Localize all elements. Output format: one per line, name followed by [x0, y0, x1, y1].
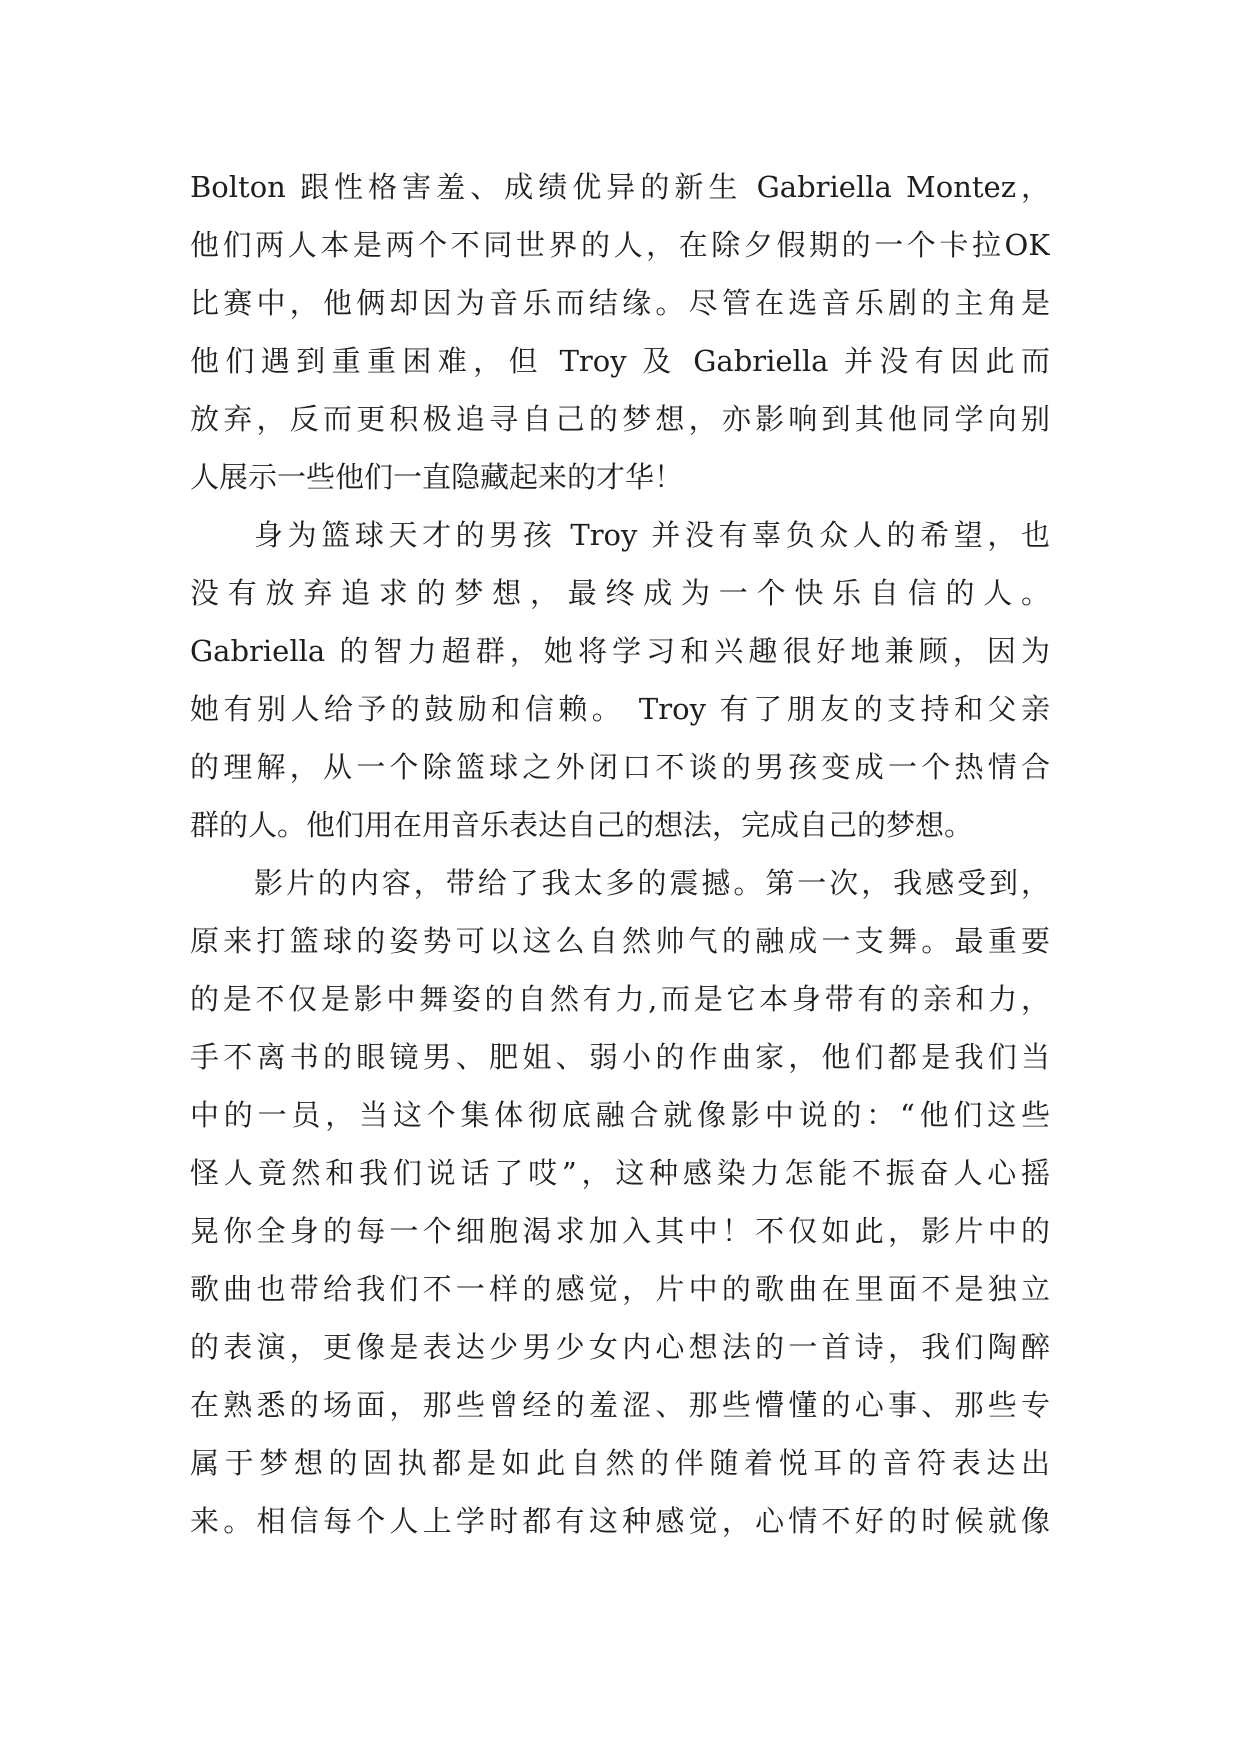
paragraph [190, 854, 1050, 1550]
text-line: 的是不仅是影中舞姿的自然有力,而是它本身带有的亲和力， [190, 982, 1050, 1016]
paragraph [190, 158, 1050, 506]
text-line: 的理解，从一个除篮球之外闭口不谈的男孩变成一个热情合 [190, 750, 1050, 784]
text-line: Gabriella 的智力超群，她将学习和兴趣很好地兼顾，因为 [190, 634, 1050, 668]
text-line: 他们两人本是两个不同世界的人，在除夕假期的一个卡拉OK [190, 228, 1050, 262]
text-line: 属于梦想的固执都是如此自然的伴随着悦耳的音符表达出 [190, 1446, 1050, 1480]
text-line: 身为篮球天才的男孩 Troy 并没有辜负众人的希望，也 [254, 518, 1050, 552]
text-line: Bolton 跟性格害羞、成绩优异的新生 Gabriella Montez， [190, 170, 1050, 204]
text-line: 中的一员，当这个集体彻底融合就像影中说的：“他们这些 [190, 1098, 1050, 1132]
text-line: 人展示一些他们一直隐藏起来的才华！ [190, 460, 684, 494]
text-line: 放弃，反而更积极追寻自己的梦想，亦影响到其他同学向别 [190, 402, 1050, 436]
text-line: 群的人。他们用在用音乐表达自己的想法，完成自己的梦想。 [190, 808, 974, 842]
text-line: 他们遇到重重困难，但 Troy 及 Gabriella 并没有因此而 [190, 344, 1050, 378]
text-line: 手不离书的眼镜男、肥姐、弱小的作曲家，他们都是我们当 [190, 1040, 1050, 1074]
paragraph [190, 506, 1050, 854]
text-line: 的表演，更像是表达少男少女内心想法的一首诗，我们陶醉 [190, 1330, 1050, 1364]
text-line: 影片的内容，带给了我太多的震撼。第一次，我感受到， [254, 866, 1050, 900]
text-line: 比赛中，他俩却因为音乐而结缘。尽管在选音乐剧的主角是 [190, 286, 1050, 320]
text-line: 原来打篮球的姿势可以这么自然帅气的融成一支舞。最重要 [190, 924, 1050, 958]
text-line: 她有别人给予的鼓励和信赖。 Troy 有了朋友的支持和父亲 [190, 692, 1050, 726]
text-line: 来。相信每个人上学时都有这种感觉，心情不好的时候就像 [190, 1504, 1050, 1538]
text-line: 怪人竟然和我们说话了哎”，这种感染力怎能不振奋人心摇 [190, 1156, 1050, 1190]
document-body [190, 158, 1050, 1550]
text-line: 在熟悉的场面，那些曾经的羞涩、那些懵懂的心事、那些专 [190, 1388, 1050, 1422]
text-line: 歌曲也带给我们不一样的感觉，片中的歌曲在里面不是独立 [190, 1272, 1050, 1306]
text-line: 晃你全身的每一个细胞渴求加入其中！不仅如此，影片中的 [190, 1214, 1050, 1248]
text-line: 没有放弃追求的梦想，最终成为一个快乐自信的人。 [190, 576, 1050, 610]
